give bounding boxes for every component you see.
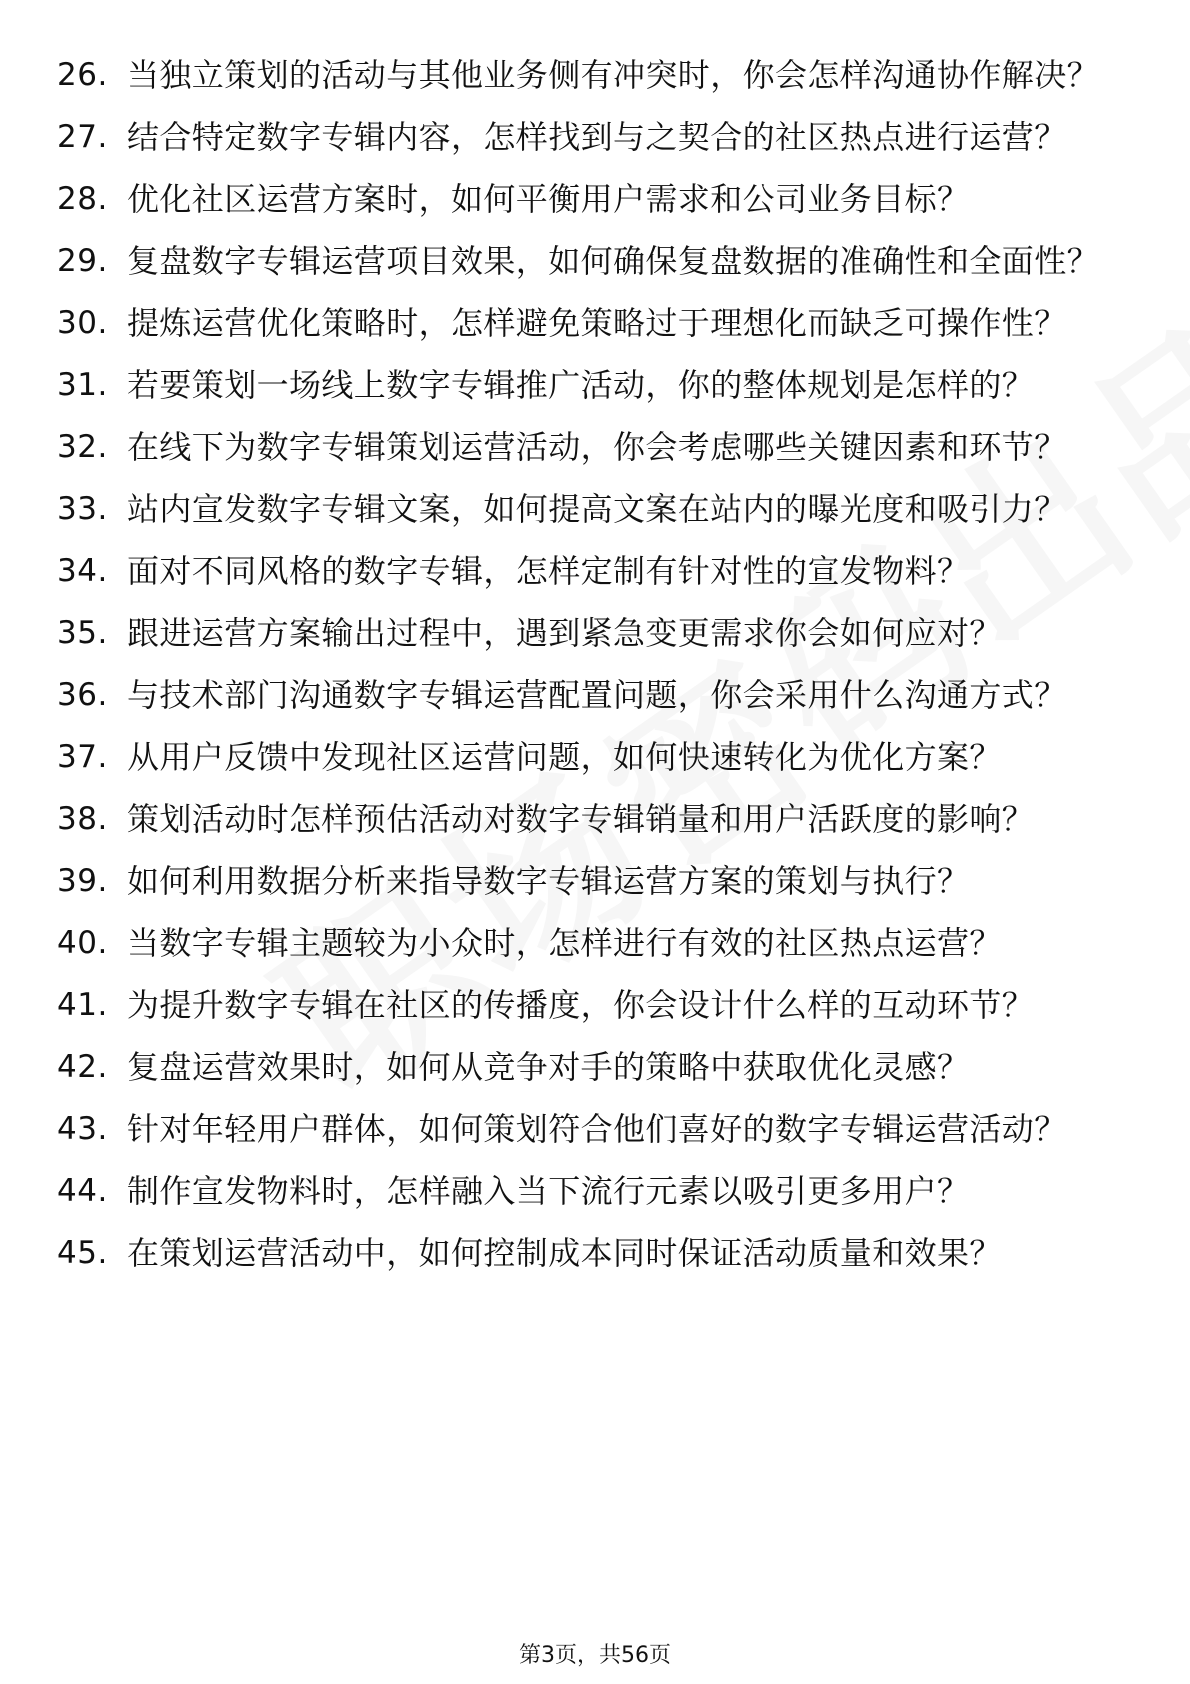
question-number: 31. bbox=[57, 367, 108, 403]
list-item bbox=[0, 179, 1190, 220]
list-item bbox=[0, 241, 1190, 282]
page-number-footer: 第3页，共56页 bbox=[519, 1643, 671, 1668]
question-text: 当独立策划的活动与其他业务侧有冲突时，你会怎样沟通协作解决？ bbox=[127, 56, 1100, 94]
question-text: 如何利用数据分析来指导数字专辑运营方案的策划与执行？ bbox=[127, 862, 970, 900]
list-item bbox=[0, 117, 1190, 158]
list-item bbox=[0, 985, 1190, 1026]
list-item bbox=[0, 489, 1190, 530]
list-item bbox=[0, 303, 1190, 344]
list-item bbox=[0, 923, 1190, 964]
question-text: 在策划运营活动中，如何控制成本同时保证活动质量和效果？ bbox=[127, 1234, 1002, 1272]
list-item bbox=[0, 861, 1190, 902]
question-list bbox=[0, 55, 1190, 1295]
question-text: 面对不同风格的数字专辑，怎样定制有针对性的宣发物料？ bbox=[127, 552, 970, 590]
question-number: 41. bbox=[57, 987, 108, 1023]
list-item bbox=[0, 1171, 1190, 1212]
question-number: 37. bbox=[57, 739, 108, 775]
question-text: 若要策划一场线上数字专辑推广活动，你的整体规划是怎样的？ bbox=[127, 366, 1035, 404]
question-text: 策划活动时怎样预估活动对数字专辑销量和用户活跃度的影响？ bbox=[127, 800, 1035, 838]
list-item bbox=[0, 55, 1190, 96]
question-number: 38. bbox=[57, 801, 108, 837]
question-number: 28. bbox=[57, 181, 108, 217]
question-number: 45. bbox=[57, 1235, 108, 1271]
question-text: 当数字专辑主题较为小众时，怎样进行有效的社区热点运营？ bbox=[127, 924, 1002, 962]
list-item bbox=[0, 675, 1190, 716]
question-number: 34. bbox=[57, 553, 108, 589]
question-number: 43. bbox=[57, 1111, 108, 1147]
list-item bbox=[0, 1047, 1190, 1088]
question-number: 40. bbox=[57, 925, 108, 961]
question-number: 35. bbox=[57, 615, 108, 651]
question-number: 32. bbox=[57, 429, 108, 465]
list-item bbox=[0, 737, 1190, 778]
question-text: 提炼运营优化策略时，怎样避免策略过于理想化而缺乏可操作性？ bbox=[127, 304, 1067, 342]
question-text: 从用户反馈中发现社区运营问题，如何快速转化为优化方案？ bbox=[127, 738, 1002, 776]
question-text: 在线下为数字专辑策划运营活动，你会考虑哪些关键因素和环节？ bbox=[127, 428, 1067, 466]
question-number: 33. bbox=[57, 491, 108, 527]
question-number: 27. bbox=[57, 119, 108, 155]
question-text: 站内宣发数字专辑文案，如何提高文案在站内的曝光度和吸引力？ bbox=[127, 490, 1067, 528]
question-text: 复盘运营效果时，如何从竞争对手的策略中获取优化灵感？ bbox=[127, 1048, 970, 1086]
list-item bbox=[0, 1109, 1190, 1150]
question-number: 36. bbox=[57, 677, 108, 713]
question-text: 结合特定数字专辑内容，怎样找到与之契合的社区热点进行运营？ bbox=[127, 118, 1067, 156]
question-text: 跟进运营方案输出过程中，遇到紧急变更需求你会如何应对？ bbox=[127, 614, 1002, 652]
list-item bbox=[0, 365, 1190, 406]
question-number: 39. bbox=[57, 863, 108, 899]
question-text: 优化社区运营方案时，如何平衡用户需求和公司业务目标？ bbox=[127, 180, 970, 218]
list-item bbox=[0, 613, 1190, 654]
list-item bbox=[0, 799, 1190, 840]
question-text: 复盘数字专辑运营项目效果，如何确保复盘数据的准确性和全面性？ bbox=[127, 242, 1100, 280]
question-number: 29. bbox=[57, 243, 108, 279]
list-item bbox=[0, 1233, 1190, 1274]
question-number: 44. bbox=[57, 1173, 108, 1209]
question-number: 26. bbox=[57, 57, 108, 93]
list-item bbox=[0, 551, 1190, 592]
list-item bbox=[0, 427, 1190, 468]
question-number: 30. bbox=[57, 305, 108, 341]
question-text: 制作宣发物料时，怎样融入当下流行元素以吸引更多用户？ bbox=[127, 1172, 970, 1210]
question-number: 42. bbox=[57, 1049, 108, 1085]
question-text: 与技术部门沟通数字专辑运营配置问题，你会采用什么沟通方式？ bbox=[127, 676, 1067, 714]
question-text: 针对年轻用户群体，如何策划符合他们喜好的数字专辑运营活动？ bbox=[127, 1110, 1067, 1148]
question-text: 为提升数字专辑在社区的传播度，你会设计什么样的互动环节？ bbox=[127, 986, 1035, 1024]
